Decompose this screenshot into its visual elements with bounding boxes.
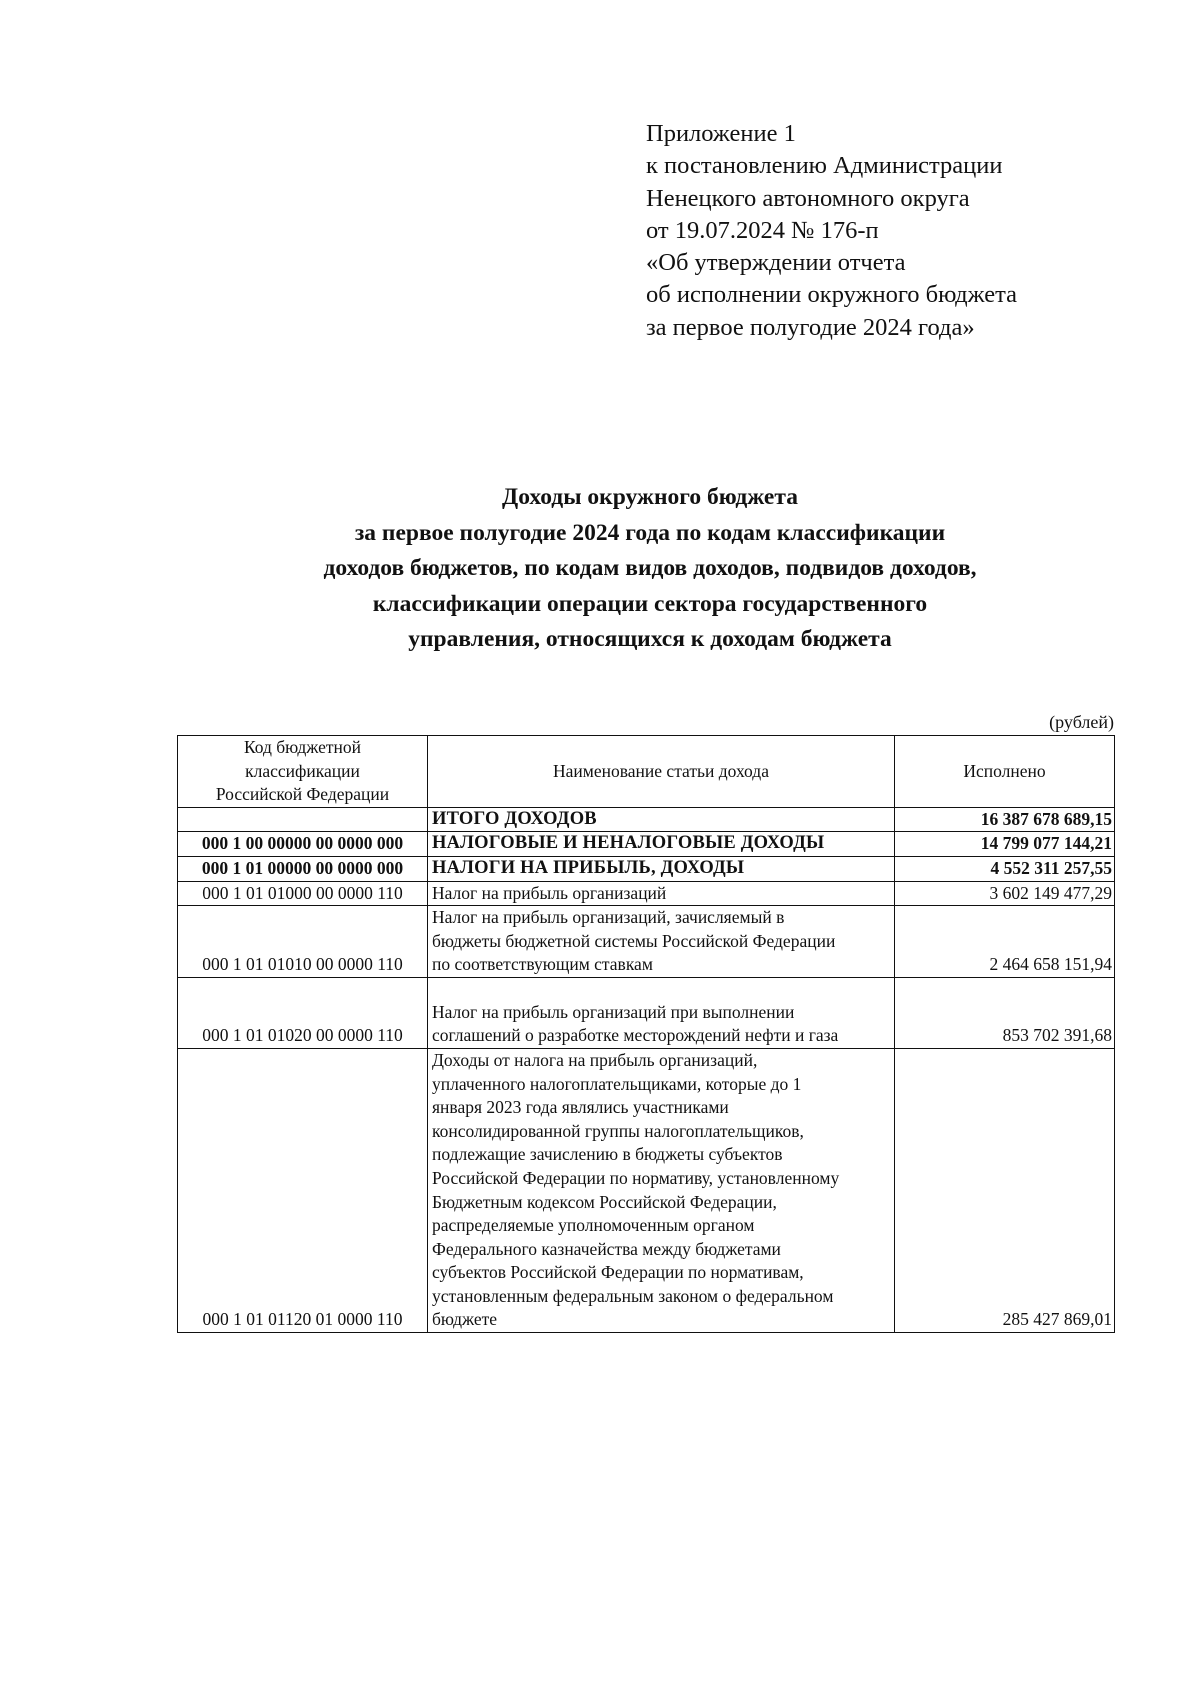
title-line: доходов бюджетов, по кодам видов доходов, подвидов доходов,	[323, 555, 977, 581]
row-code: 000 1 01 00000 00 0000 000	[178, 856, 428, 881]
table-row	[178, 977, 1115, 1048]
document-title	[150, 480, 1150, 658]
appendix-line: «Об утверждении отчета	[646, 249, 906, 277]
row-name-line: Бюджетным кодексом Российской Федерации,	[432, 1191, 777, 1212]
header-value: Исполнено	[895, 736, 1115, 808]
row-name-line: Налог на прибыль организаций	[432, 882, 667, 903]
row-name-line: НАЛОГОВЫЕ И НЕНАЛОГОВЫЕ ДОХОДЫ	[432, 833, 825, 854]
table-row	[178, 906, 1115, 978]
appendix-line: к постановлению Администрации	[646, 152, 1003, 180]
row-name	[428, 977, 895, 1048]
row-name-line: Налог на прибыль организаций, зачисляемый в	[432, 907, 785, 928]
row-value: 2 464 658 151,94	[895, 906, 1115, 978]
header-code-line: классификации	[245, 760, 360, 781]
row-value: 3 602 149 477,29	[895, 881, 1115, 906]
revenue-table	[177, 735, 1115, 1333]
row-value: 16 387 678 689,15	[895, 807, 1115, 832]
row-name-line: бюджеты бюджетной системы Российской Федерации	[432, 930, 836, 951]
row-name-line: консолидированной группы налогоплательщиков,	[432, 1120, 804, 1141]
row-name-line: субъектов Российской Федерации по нормативам,	[432, 1262, 804, 1283]
title-line: Доходы окружного бюджета	[502, 484, 798, 510]
row-name-line: подлежащие зачислению в бюджеты субъектов	[432, 1144, 783, 1165]
row-name-line: уплаченного налогоплательщиками, которые до 1	[432, 1073, 802, 1094]
row-name	[428, 856, 895, 881]
header-code-line: Код бюджетной	[243, 737, 362, 757]
row-code: 000 1 01 01020 00 0000 110	[178, 977, 428, 1048]
row-value: 285 427 869,01	[895, 1048, 1115, 1332]
row-name	[428, 832, 895, 857]
unit-label: (рублей)	[1049, 712, 1114, 732]
appendix-line: Ненецкого автономного округа	[646, 184, 970, 212]
table-row	[178, 832, 1115, 857]
row-code: 000 1 01 01120 01 0000 110	[178, 1048, 428, 1332]
row-name-line: Российской Федерации по нормативу, установленному	[432, 1167, 840, 1188]
row-name-line: соглашений о разработке месторождений нефти и газа	[432, 1025, 839, 1046]
row-value: 4 552 311 257,55	[895, 856, 1115, 881]
appendix-line: Приложение 1	[646, 120, 796, 147]
row-name-line: установленным федеральным законом о федеральном	[432, 1285, 834, 1306]
appendix-line: от 19.07.2024 № 176-п	[646, 216, 879, 244]
row-name-line: по соответствующим ставкам	[432, 954, 653, 975]
row-name-line: ИТОГО ДОХОДОВ	[432, 808, 597, 829]
row-value: 853 702 391,68	[895, 977, 1115, 1048]
row-value: 14 799 077 144,21	[895, 832, 1115, 857]
table-row	[178, 881, 1115, 906]
appendix-line: об исполнении окружного бюджета	[646, 281, 1017, 309]
row-name	[428, 1048, 895, 1332]
title-line: классификации операции сектора государственного	[372, 590, 928, 617]
row-code	[178, 807, 428, 832]
header-code-line: Российской Федерации	[215, 784, 390, 805]
header-name: Наименование статьи дохода	[428, 736, 895, 808]
row-name-line: бюджете	[432, 1309, 498, 1330]
row-code: 000 1 01 01000 00 0000 110	[178, 881, 428, 906]
table-row	[178, 807, 1115, 832]
row-name-line: распределяемые уполномоченным органом	[432, 1215, 755, 1236]
table-row	[178, 1048, 1115, 1332]
title-line: управления, относящихся к доходам бюджета	[408, 626, 892, 652]
row-code: 000 1 00 00000 00 0000 000	[178, 832, 428, 857]
row-code: 000 1 01 01010 00 0000 110	[178, 906, 428, 978]
table-row	[178, 856, 1115, 881]
row-name-line: НАЛОГИ НА ПРИБЫЛЬ, ДОХОДЫ	[432, 857, 745, 878]
row-name	[428, 807, 895, 832]
row-name-line: Налог на прибыль организаций при выполнении	[432, 1001, 795, 1022]
appendix-block	[646, 118, 1017, 344]
row-name	[428, 881, 895, 906]
title-line: за первое полугодие 2024 года по кодам классификации	[354, 519, 946, 546]
header-code	[178, 736, 428, 808]
table-header-row	[178, 736, 1115, 808]
row-name-line: Доходы от налога на прибыль организаций,	[432, 1049, 758, 1070]
row-name-line: января 2023 года являлись участниками	[432, 1097, 729, 1118]
row-name	[428, 906, 895, 978]
appendix-line: за первое полугодие 2024 года»	[646, 313, 975, 341]
row-name-line: Федерального казначейства между бюджетами	[432, 1238, 781, 1259]
